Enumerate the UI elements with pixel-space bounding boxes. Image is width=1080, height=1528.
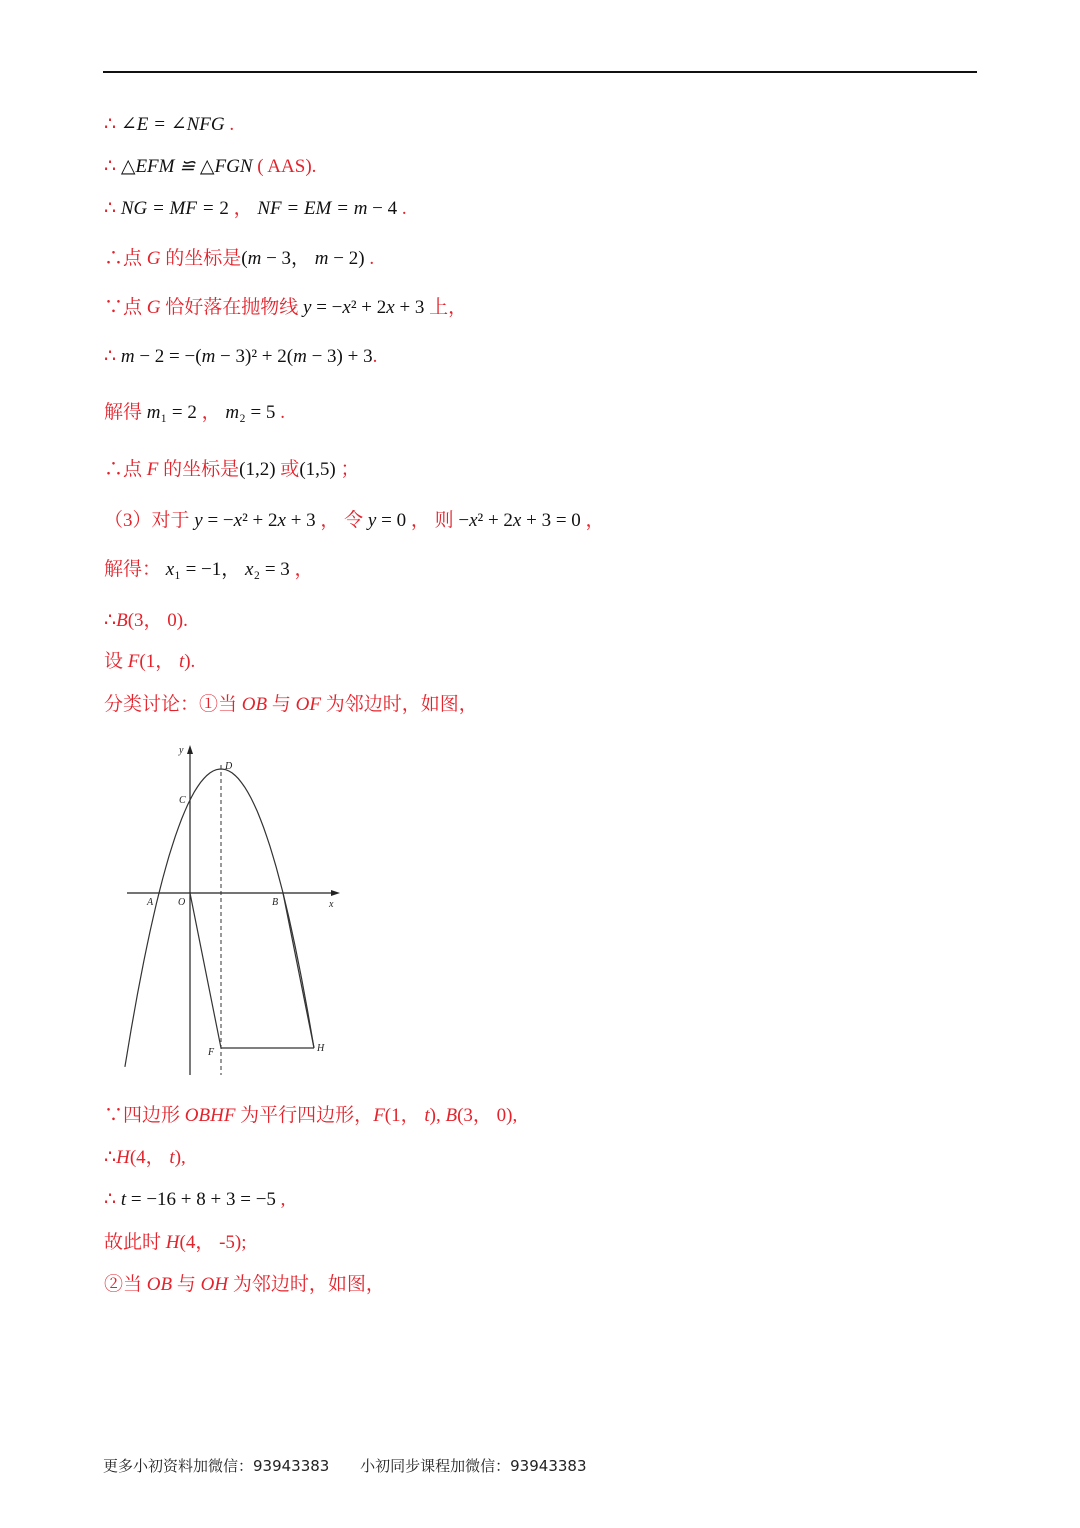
parabola-curve: [125, 769, 314, 1067]
text-segment: (3， 0).: [127, 610, 188, 631]
text-segment: ②当: [104, 1274, 147, 1295]
text-segment: B: [445, 1105, 458, 1126]
text-segment: 故此时: [104, 1232, 166, 1253]
text-segment: 为邻边时，如图，: [228, 1274, 385, 1295]
text-segment: = −: [311, 297, 343, 318]
text-segment: −: [458, 510, 470, 531]
segment-OF: [190, 893, 221, 1048]
segment-BH: [283, 893, 314, 1048]
text-segment: ，: [289, 559, 314, 580]
text-segment: m: [225, 402, 240, 423]
text-segment: ，: [580, 510, 605, 531]
text-segment: .: [364, 248, 375, 269]
text-segment: (: [241, 248, 248, 269]
label-b: B: [272, 897, 279, 908]
text-segment: B: [116, 610, 128, 631]
text-segment: m: [247, 248, 262, 269]
text-segment: OF: [295, 694, 321, 715]
text-segment: 恰好落在抛物线: [160, 297, 304, 318]
text-segment: x: [233, 510, 243, 531]
text-segment: ,: [275, 1189, 286, 1210]
text-segment: x: [277, 510, 286, 531]
text-segment: ₂ = 3: [253, 559, 290, 580]
text-segment: 设: [104, 651, 128, 672]
text-segment: F: [146, 459, 159, 480]
text-segment: ₁ = −1，: [174, 559, 246, 580]
text-segment: = −: [202, 510, 234, 531]
text-segment: ∵四边形: [104, 1105, 185, 1126]
text-segment: ∴: [104, 346, 121, 367]
text-segment: t: [424, 1105, 430, 1126]
text-segment: 的坐标是: [158, 459, 240, 480]
text-segment: OBHF: [184, 1105, 236, 1126]
text-segment: x: [342, 297, 351, 318]
text-segment: 的坐标是: [160, 248, 242, 269]
text-segment: ∵点: [104, 297, 147, 318]
text-segment: (1,5): [299, 459, 336, 480]
text-segment: y: [367, 510, 377, 531]
text-segment: 解得: [104, 402, 147, 423]
text-segment: m: [120, 346, 135, 367]
text-segment: x: [245, 559, 254, 580]
text-segment: H: [116, 1147, 130, 1168]
text-segment: − 3，: [261, 248, 315, 269]
text-segment: 解得：: [104, 559, 166, 580]
text-segment: .: [397, 198, 407, 219]
text-segment: m: [201, 346, 216, 367]
text-segment: 或: [275, 459, 300, 480]
text-segment: ∴: [104, 1147, 117, 1168]
text-segment: x: [165, 559, 175, 580]
text-segment: ∴: [104, 1189, 121, 1210]
label-d: D: [225, 761, 233, 772]
text-segment: ² + 2: [350, 297, 387, 318]
text-segment: F: [373, 1105, 385, 1126]
text-segment: (4， -5);: [179, 1232, 247, 1253]
text-segment: NF = EM = m: [257, 198, 368, 219]
label-y: y: [179, 745, 184, 756]
text-segment: G: [146, 297, 161, 318]
text-segment: ， 则: [406, 510, 459, 531]
text-segment: (1，: [384, 1105, 425, 1126]
text-segment: ∴点: [104, 459, 147, 480]
text-segment: .: [275, 402, 285, 423]
text-segment: OB: [241, 694, 268, 715]
text-segment: + 3 = 0: [521, 510, 581, 531]
y-axis-arrow-icon: [187, 745, 193, 754]
text-segment: △EFM ≌ △FGN: [120, 156, 253, 177]
text-segment: 2: [219, 198, 229, 219]
text-segment: 与: [267, 694, 296, 715]
text-segment: ，: [196, 402, 226, 423]
text-segment: OH: [200, 1274, 229, 1295]
text-segment: G: [146, 248, 161, 269]
text-segment: ，: [228, 198, 258, 219]
text-segment: ∴: [104, 156, 121, 177]
text-segment: 上，: [424, 297, 468, 318]
text-segment: = 0: [376, 510, 407, 531]
text-segment: y: [303, 297, 312, 318]
text-segment: OB: [146, 1274, 173, 1295]
label-f: F: [208, 1047, 215, 1058]
text-segment: ² + 2: [242, 510, 278, 531]
text-segment: ( AAS).: [252, 156, 317, 177]
text-segment: .: [372, 346, 378, 367]
label-a: A: [147, 897, 154, 908]
text-segment: x: [469, 510, 478, 531]
text-segment: ；: [335, 459, 360, 480]
text-segment: ∴: [104, 114, 121, 135]
label-c: C: [179, 795, 186, 806]
text-segment: ).: [184, 651, 196, 672]
footer-right: 小初同步课程加微信：93943383: [360, 1457, 587, 1475]
text-segment: ² + 2: [477, 510, 513, 531]
text-segment: ∠E = ∠NFG: [120, 114, 225, 135]
text-segment: − 2): [328, 248, 365, 269]
label-o: O: [178, 897, 186, 908]
text-segment: 为平行四边形，: [235, 1105, 374, 1126]
text-segment: − 2 = −(: [134, 346, 202, 367]
text-segment: ₁ = 2: [160, 402, 197, 423]
text-segment: x: [512, 510, 522, 531]
text-segment: (3， 0),: [457, 1105, 518, 1126]
text-segment: 分类讨论：①当: [104, 694, 242, 715]
text-segment: m: [314, 248, 329, 269]
label-x: x: [329, 899, 334, 910]
text-segment: m: [146, 402, 161, 423]
text-segment: = −16 + 8 + 3 = −5: [126, 1189, 276, 1210]
text-segment: ， 令: [315, 510, 368, 531]
text-segment: （3）对于: [104, 510, 195, 531]
text-segment: ₂ = 5: [239, 402, 276, 423]
text-segment: ),: [429, 1105, 446, 1126]
text-segment: F: [127, 651, 140, 672]
footer: [103, 1455, 613, 1476]
x-axis-arrow-icon: [331, 890, 340, 896]
text-segment: 为邻边时，如图，: [320, 694, 478, 715]
text-segment: t: [178, 651, 185, 672]
text-segment: ∴点: [104, 248, 147, 269]
text-segment: ),: [174, 1147, 186, 1168]
footer-left: 更多小初资料加微信：93943383: [103, 1457, 330, 1475]
text-segment: x: [386, 297, 395, 318]
text-segment: (4，: [129, 1147, 170, 1168]
text-segment: + 3: [394, 297, 425, 318]
text-segment: t: [169, 1147, 175, 1168]
text-segment: ∴: [104, 198, 121, 219]
text-segment: H: [165, 1232, 180, 1253]
text-segment: y: [194, 510, 203, 531]
text-segment: (1,2): [239, 459, 276, 480]
text-segment: .: [224, 114, 235, 135]
text-segment: − 3) + 3: [306, 346, 373, 367]
text-segment: t: [120, 1189, 127, 1210]
text-segment: + 3: [285, 510, 316, 531]
text-segment: − 4: [367, 198, 398, 219]
text-segment: ∴: [104, 610, 117, 631]
text-segment: (1，: [139, 651, 179, 672]
label-h: H: [317, 1043, 325, 1054]
text-segment: 与: [172, 1274, 201, 1295]
text-segment: NG = MF =: [120, 198, 220, 219]
text-segment: − 3)² + 2(: [215, 346, 294, 367]
text-segment: m: [293, 346, 307, 367]
